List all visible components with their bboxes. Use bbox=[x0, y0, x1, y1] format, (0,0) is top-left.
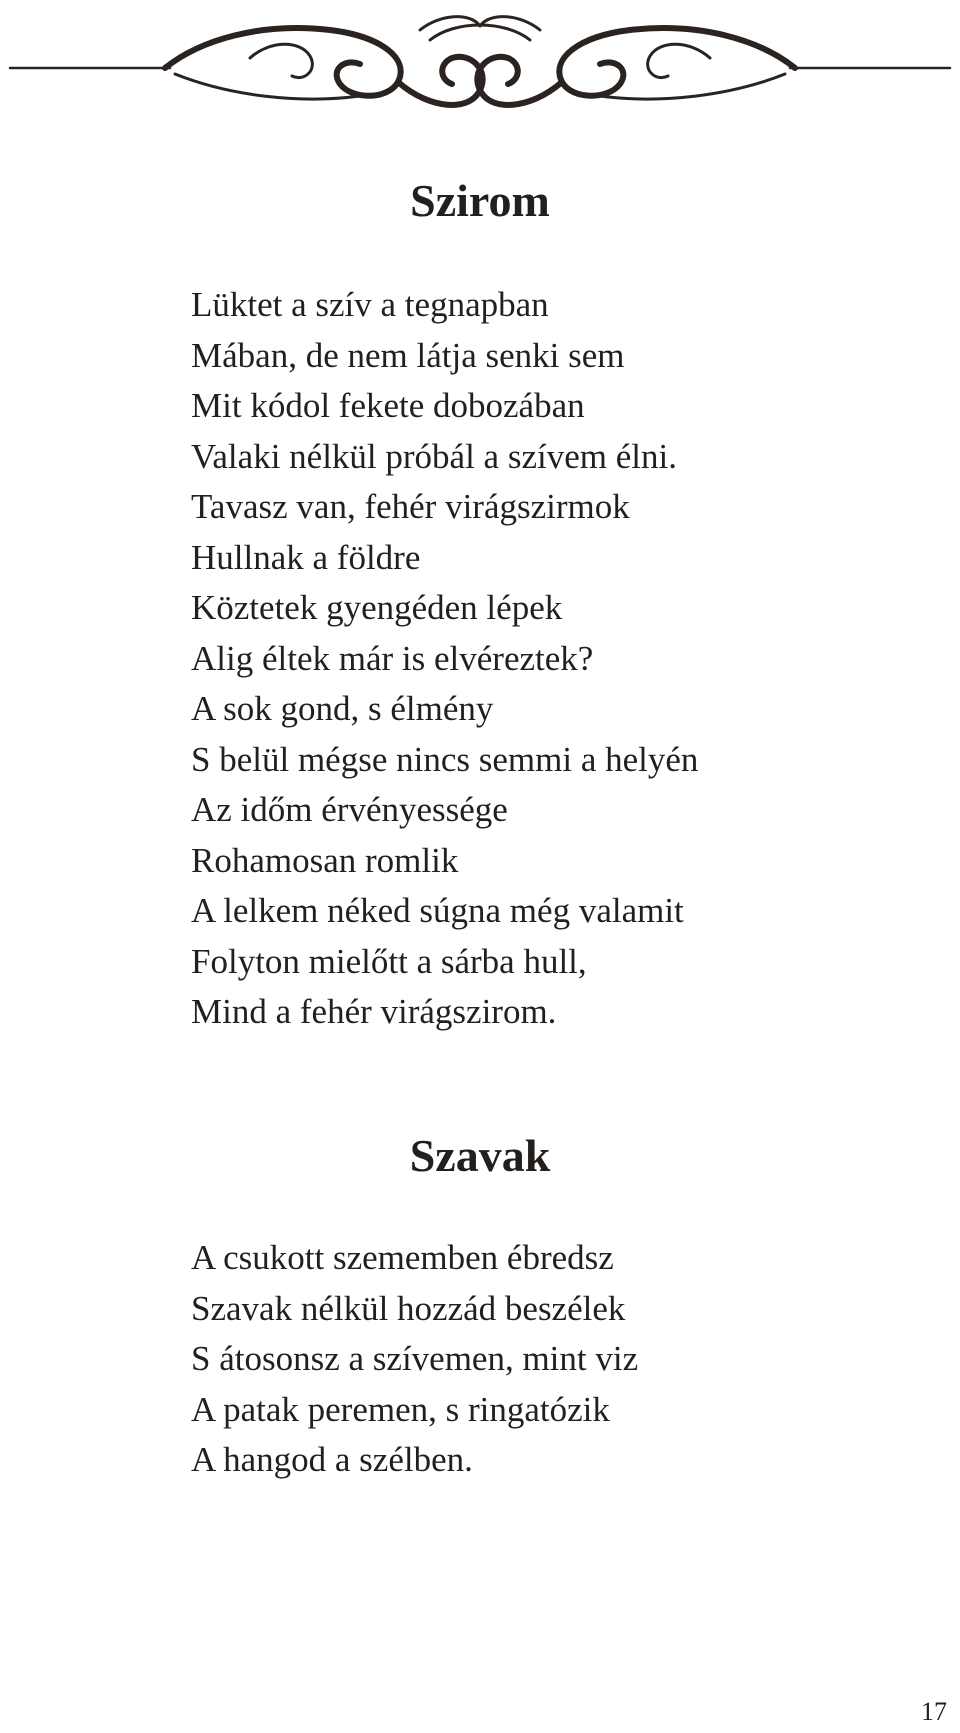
poem-line: Az időm érvényessége bbox=[191, 790, 508, 829]
poem-line: S átosonsz a szívemen, mint viz bbox=[191, 1339, 639, 1378]
poem-title: Szavak bbox=[409, 1130, 551, 1181]
poem-line: Mit kódol fekete dobozában bbox=[191, 386, 585, 425]
poem-line: Mind a fehér virágszirom. bbox=[191, 992, 557, 1031]
poem-line: A sok gond, s élmény bbox=[191, 689, 494, 728]
poem-line: Valaki nélkül próbál a szívem élni. bbox=[191, 436, 677, 476]
poem-line: Folyton mielőtt a sárba hull, bbox=[191, 941, 587, 981]
poem-line: Mában, de nem látja senki sem bbox=[191, 335, 625, 375]
poem-line: Lüktet a szív a tegnapban bbox=[191, 285, 549, 324]
poem-line: A patak peremen, s ringatózik bbox=[191, 1389, 610, 1429]
poem-line: S belül mégse nincs semmi a helyén bbox=[191, 739, 699, 779]
poem-line: A hangod a szélben. bbox=[191, 1440, 473, 1479]
poem-line: Szavak nélkül hozzád beszélek bbox=[191, 1288, 626, 1328]
poem-line: Hullnak a földre bbox=[191, 537, 421, 577]
poem-line: Tavasz van, fehér virágszirmok bbox=[191, 487, 630, 526]
poem-line: Köztetek gyengéden lépek bbox=[191, 588, 563, 627]
poem-line: Rohamosan romlik bbox=[191, 840, 459, 880]
poem-line: A lelkem néked súgna még valamit bbox=[191, 891, 684, 930]
poem-title: Szirom bbox=[410, 175, 550, 226]
poem-body bbox=[191, 1233, 638, 1486]
poem-body bbox=[191, 280, 698, 1038]
poem-line: A csukott szememben ébredsz bbox=[191, 1238, 614, 1277]
poem-line: Alig éltek már is elvéreztek? bbox=[191, 638, 594, 678]
flourish-divider-icon bbox=[0, 0, 960, 125]
page-number: 17 bbox=[921, 1697, 947, 1726]
